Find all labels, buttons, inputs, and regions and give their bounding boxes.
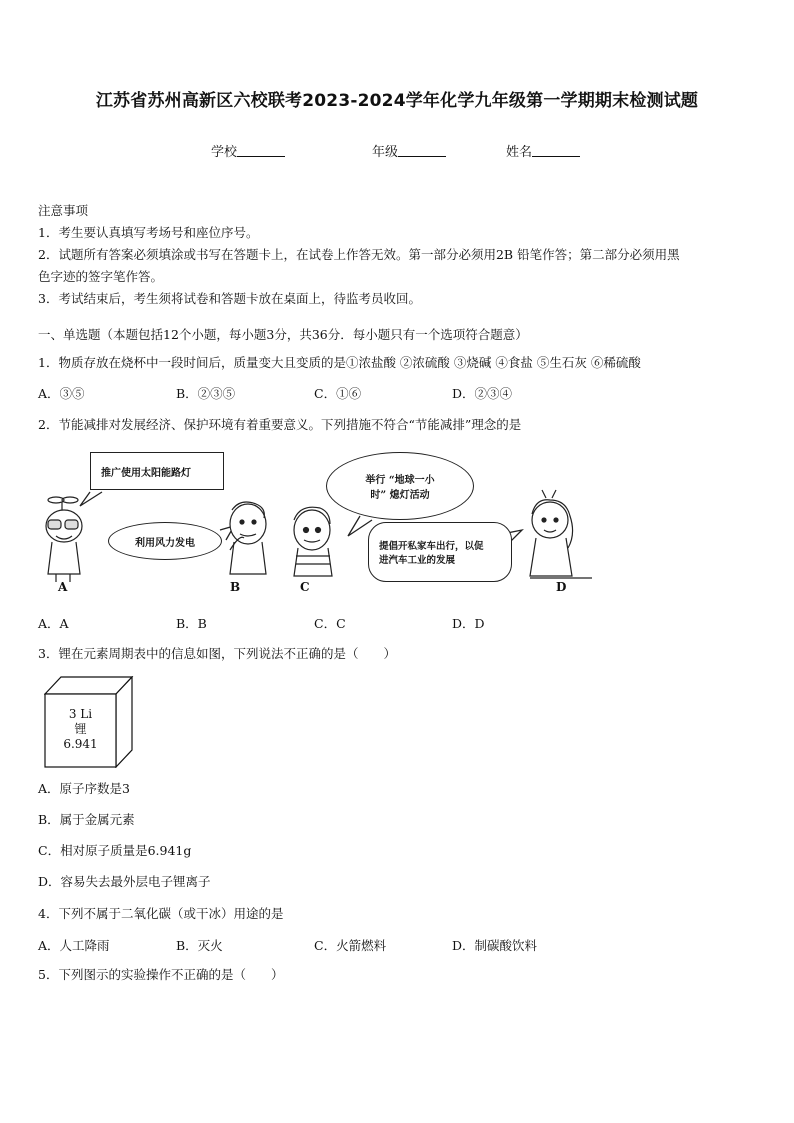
q3-option-a: A．原子序数是3 — [38, 781, 130, 796]
school-label: 学校 — [211, 145, 238, 160]
question-1-stem: 1．物质存放在烧杯中一段时间后，质量变大且变质的是①浓盐酸 ②浓硫酸 ③烧碱 ④食盐 ⑤生石灰 ⑥稀硫酸 — [38, 355, 641, 370]
q3-option-b: B．属于金属元素 — [38, 812, 135, 827]
notice-section — [38, 200, 768, 310]
grade-field — [372, 141, 446, 160]
element-mass: 6.941 — [63, 737, 98, 751]
q3-option-d: D．容易失去最外层电子锂离子 — [38, 874, 211, 889]
speech-bubble-a: 推广使用太阳能路灯 — [90, 452, 224, 490]
q2-option-b: B．B — [176, 616, 207, 631]
notice-heading: 注意事项 — [38, 203, 89, 218]
element-info — [45, 707, 116, 752]
question-2-stem: 2．节能减排对发展经济、保护环境有着重要意义。下列措施不符合“节能减排”理念的是 — [38, 417, 522, 432]
question-5-stem: 5．下列图示的实验操作不正确的是（ ） — [38, 967, 284, 982]
grade-label: 年级 — [372, 145, 399, 160]
section-heading: 一、单选题（本题包括12个小题，每小题3分，共36分．每小题只有一个选项符合题意） — [38, 327, 528, 342]
figure-label-d: D — [556, 580, 567, 594]
name-blank — [532, 143, 580, 157]
bubble-d-line-1: 提倡开私家车出行，以促 — [379, 541, 484, 552]
notice-item: 3．考试结束后，考生须将试卷和答题卡放在桌面上，待监考员收回。 — [38, 291, 421, 306]
name-field — [506, 141, 580, 160]
question-4-stem: 4．下列不属于二氧化碳（或干冰）用途的是 — [38, 906, 284, 921]
bubble-c-line-1: 举行 “地球一小 — [365, 475, 435, 486]
figure-label-c: C — [300, 580, 310, 594]
q4-option-d: D．制碳酸饮料 — [452, 938, 538, 953]
school-blank — [237, 143, 285, 157]
question-3-stem: 3．锂在元素周期表中的信息如图，下列说法不正确的是（ ） — [38, 646, 396, 661]
notice-item: 色字迹的签字笔作答。 — [38, 269, 164, 284]
q1-option-c: C．①⑥ — [314, 386, 362, 401]
name-label: 姓名 — [506, 145, 533, 160]
notice-item: 2．试题所有答案必须填涂或书写在答题卡上，在试卷上作答无效。第一部分必须用2B 铅笔作答；第二部分必须用黑 — [38, 247, 680, 262]
notice-item: 1．考生要认真填写考场号和座位序号。 — [38, 225, 259, 240]
q4-option-a: A．人工降雨 — [38, 938, 110, 953]
grade-blank — [398, 143, 446, 157]
energy-saving-cartoon — [30, 444, 600, 596]
bubble-c-line-2: 时” 熄灯活动 — [370, 490, 430, 501]
lithium-element-cell — [44, 676, 134, 768]
bubble-d-line-2: 进汽车工业的发展 — [379, 555, 456, 566]
q1-option-b: B．②③⑤ — [176, 386, 236, 401]
figure-label-b: B — [230, 580, 241, 594]
school-field — [211, 141, 285, 160]
q3-option-c: C．相对原子质量是6.941g — [38, 843, 192, 858]
element-number-symbol: 3 Li — [68, 707, 93, 721]
character-c-icon — [294, 507, 332, 576]
q2-option-d: D．D — [452, 616, 485, 631]
speech-bubble-d — [368, 522, 512, 582]
q1-option-d: D．②③④ — [452, 386, 513, 401]
q1-option-a: A．③⑤ — [38, 386, 85, 401]
character-b-icon — [230, 502, 266, 574]
character-d-icon — [530, 490, 592, 578]
q4-option-b: B．灭火 — [176, 938, 223, 953]
q2-option-a: A．A — [38, 616, 69, 631]
character-a-icon — [46, 497, 82, 582]
q2-option-c: C．C — [314, 616, 346, 631]
q4-option-c: C．火箭燃料 — [314, 938, 387, 953]
speech-bubble-b: 利用风力发电 — [108, 522, 222, 560]
page-title: 江苏省苏州高新区六校联考2023-2024学年化学九年级第一学期期末检测试题 — [95, 91, 699, 111]
element-name: 锂 — [74, 722, 87, 736]
figure-label-a: A — [58, 580, 68, 594]
speech-bubble-c — [326, 452, 474, 520]
